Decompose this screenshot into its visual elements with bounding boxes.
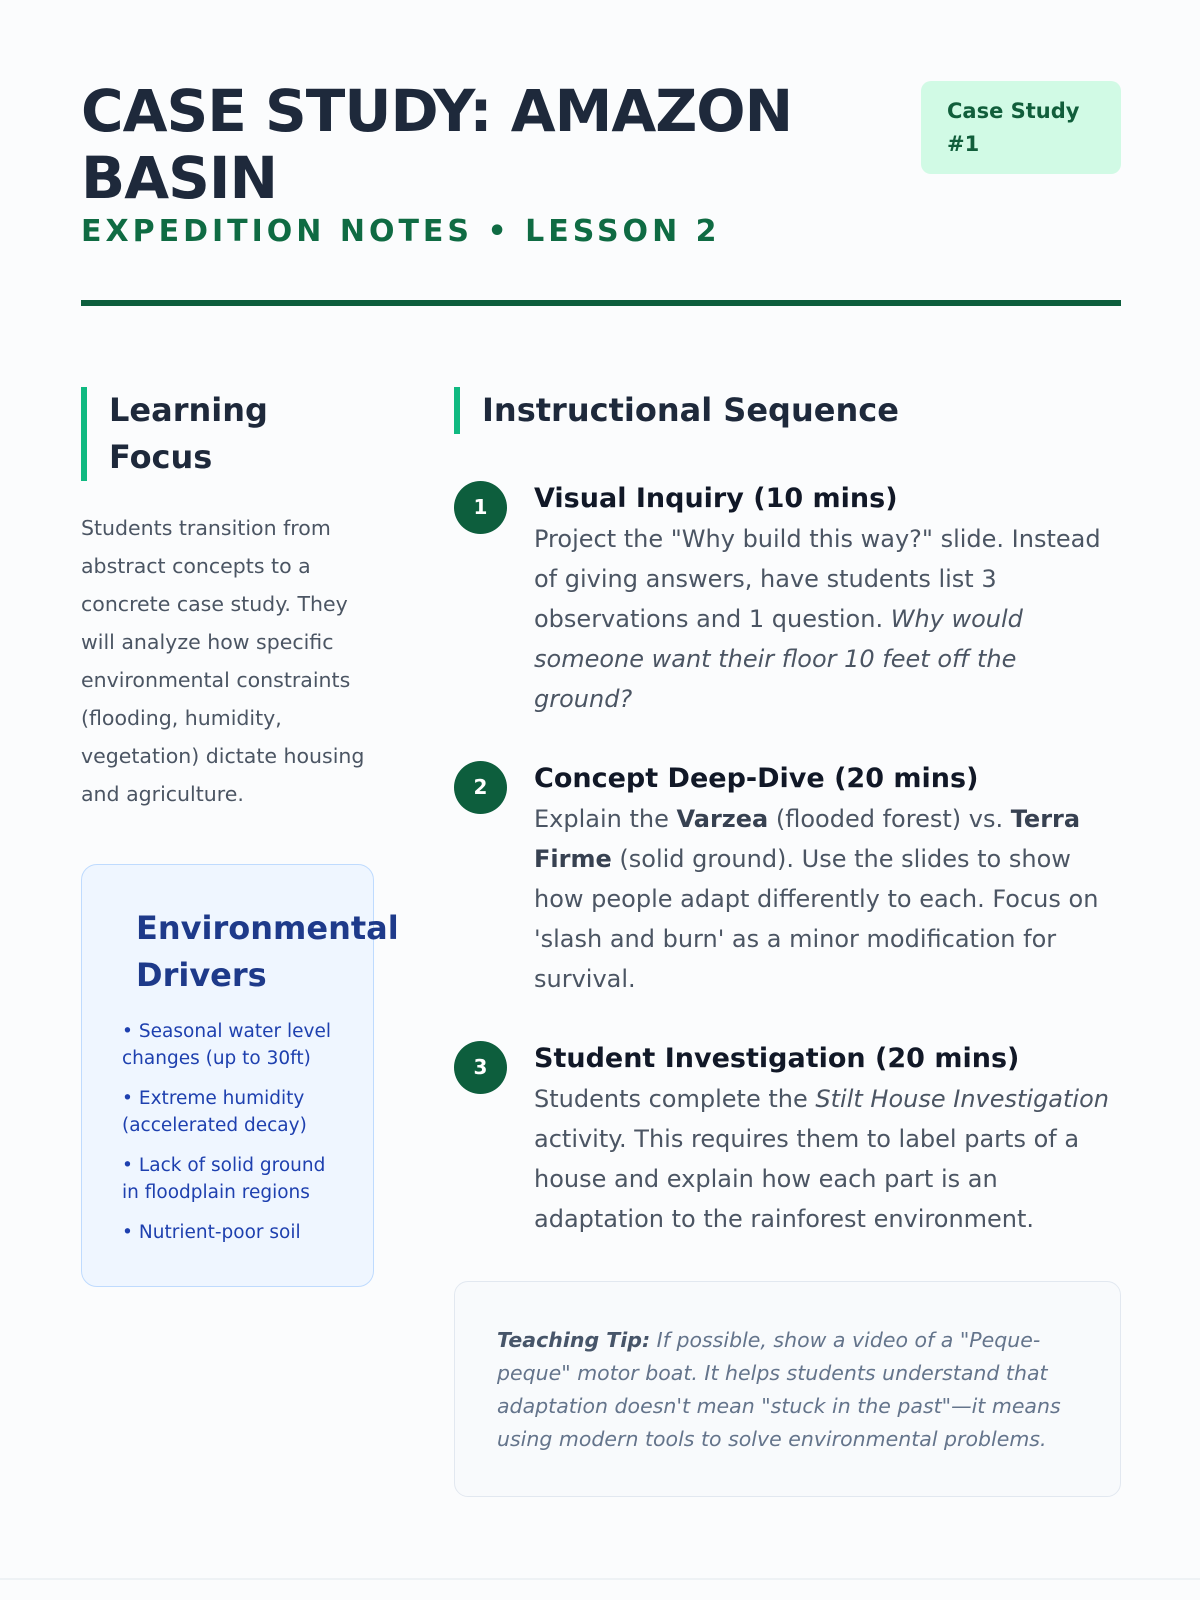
- teaching-tip-text: If possible, show a video of a "Peque-peque" motor boat. It helps students understand that adaptation doesn't mean "stuck in the past"—it means using modern tools to solve environmental problems.: [497, 1328, 1061, 1451]
- step-emphasis: Stilt House Investigation: [815, 1085, 1109, 1113]
- step-item: [454, 1039, 1121, 1239]
- bullet-icon: •: [122, 1155, 133, 1176]
- term-varzea: Varzea: [676, 805, 769, 833]
- page-subtitle: EXPEDITION NOTES • LESSON 2: [81, 214, 721, 249]
- page-title: CASE STUDY: AMAZON BASIN: [81, 77, 793, 212]
- teaching-tip-label: Teaching Tip:: [497, 1328, 651, 1352]
- drivers-heading-text: Environmental Drivers: [136, 909, 399, 994]
- step-item: [454, 479, 1121, 719]
- environmental-drivers-card: [81, 864, 399, 1287]
- step-body: Students complete the Stilt House Investigation activity. This requires them to label parts of a house and explain how each part is an adaptation to the rainforest environment.: [534, 1085, 1109, 1233]
- step-title: Concept Deep-Dive (20 mins): [534, 763, 979, 794]
- case-study-badge: Case Study #1: [921, 81, 1121, 174]
- list-item: • Seasonal water level changes (up to 30ft): [122, 1021, 332, 1069]
- step-number-badge: 2: [454, 761, 507, 814]
- steps-list: [454, 479, 1121, 1239]
- teaching-tip-box: [454, 1281, 1121, 1497]
- step-item: [454, 759, 1121, 999]
- step-title: Student Investigation (20 mins): [534, 1043, 1020, 1074]
- list-item: • Extreme humidity (accelerated decay): [122, 1088, 307, 1136]
- learning-focus-section: [81, 387, 381, 813]
- list-item: • Lack of solid ground in floodplain regions: [122, 1155, 326, 1203]
- instructional-sequence-heading: Instructional Sequence: [454, 387, 1121, 434]
- step-number-badge: 1: [454, 481, 507, 534]
- footer-divider: [0, 1578, 1200, 1580]
- step-number-badge: 3: [454, 1041, 507, 1094]
- step-emphasis: Why would someone want their floor 10 feet off the ground?: [534, 605, 1023, 713]
- step-body: Explain the Varzea (flooded forest) vs. Terra Firme (solid ground). Use the slides to show how people adapt differently to each. Focus on 'slash and burn' as a minor modification for survival.: [534, 805, 1099, 993]
- bullet-icon: •: [122, 1021, 133, 1042]
- term-terra-firme: Terra Firme: [534, 805, 1081, 873]
- learning-focus-text: Students transition from abstract concepts to a concrete case study. They will analyze how specific environmental constraints (flooding, humidity, vegetation) dictate housing and agriculture.: [81, 516, 365, 806]
- list-item: • Nutrient-poor soil: [122, 1222, 301, 1243]
- instructional-sequence-section: [454, 387, 1121, 1279]
- bullet-icon: •: [122, 1222, 133, 1243]
- step-title: Visual Inquiry (10 mins): [534, 483, 898, 514]
- environmental-drivers-heading: [136, 905, 399, 999]
- drivers-list: [122, 1018, 342, 1259]
- header-divider: [81, 300, 1121, 306]
- step-body: Project the "Why build this way?" slide. Instead of giving answers, have students list 3 observations and 1 question. Why would someone want their floor 10 feet off the ground?: [534, 525, 1101, 713]
- bullet-icon: •: [122, 1088, 133, 1109]
- learning-focus-heading: Learning Focus: [81, 387, 281, 481]
